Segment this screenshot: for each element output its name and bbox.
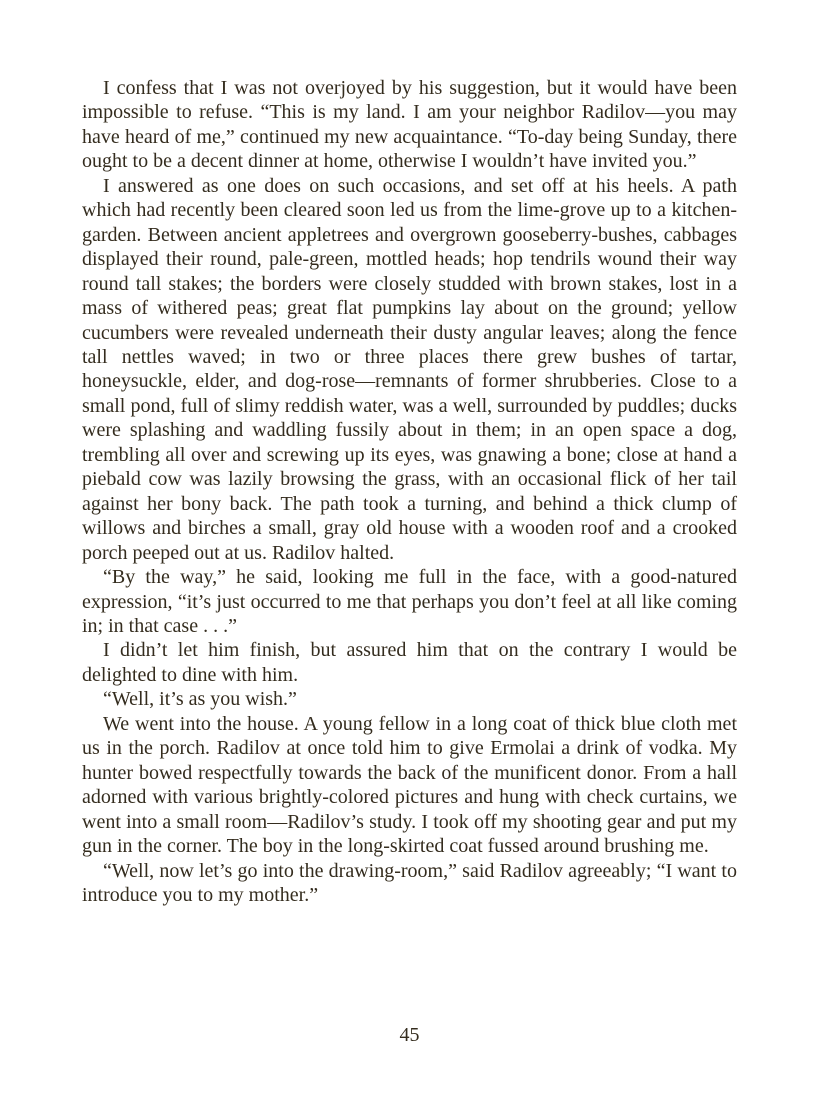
paragraph: “Well, it’s as you wish.” xyxy=(103,688,297,711)
paragraph: We went into the house. A young fellow in a long coat of thick blue cloth met us in the porch. Radilov at once told him to give Ermolai a drink of vodka. My hunter bowed respectfully towards the back of the munificent donor. From a hall adorned with various brightly-colored pictures and hung with check curtains, we went into a small room—Radilov’s study. I took off my shooting gear and put my gun in the corner. The boy in the long-skirted coat fussed around brushing me. xyxy=(82,712,737,858)
paragraph: “Well, now let’s go into the drawing-room,” said Radilov agreeably; “I want to introduce you to my mother.” xyxy=(82,859,737,906)
paragraph: I didn’t let him finish, but assured him that on the contrary I would be delighted to dine with him. xyxy=(82,639,737,686)
paragraph: “By the way,” he said, looking me full in the face, with a good-natured expression, “it’s just occurred to me that perhaps you don’t feel at all like coming in; in that case . . .” xyxy=(82,566,737,637)
paragraph: I confess that I was not overjoyed by his suggestion, but it would have been impossible to refuse. “This is my land. I am your neighbor Radilov—you may have heard of me,” continued my new acquaintance. “To-day being Sunday, there ought to be a decent dinner at home, otherwise I wouldn’t have invited you.” xyxy=(82,77,737,173)
page-number: 45 xyxy=(399,1024,420,1046)
paragraph: I answered as one does on such occasions, and set off at his heels. A path which had recently been cleared soon led us from the lime-grove up to a kitchen-garden. Between ancient appletrees and overgrown gooseberry-bushes, cabbages displayed their round, pale-green, mottled heads; hop tendrils wound their way round tall stakes; the borders were closely studded with brown stakes, lost in a mass of withered peas; great flat pumpkins lay about on the ground; yellow cucumbers were revealed underneath their dusty angular leaves; along the fence tall nettles waved; in two or three places there grew bushes of tartar, honeysuckle, elder, and dog-rose—remnants of former shrubberies. Close to a small pond, full of slimy reddish water, was a well, surrounded by puddles; ducks were splashing and waddling fussily about in them; in an open space a dog, trembling all over and screwing up its eyes, was gnawing a bone; close at hand a piebald cow was lazily browsing the grass, with an occasional flick of her tail against her bony back. The path took a turning, and behind a thick clump of willows and birches a small, gray old house with a wooden roof and a crooked porch peeped out at us. Radilov halted. xyxy=(82,174,737,564)
page-text xyxy=(82,76,737,907)
